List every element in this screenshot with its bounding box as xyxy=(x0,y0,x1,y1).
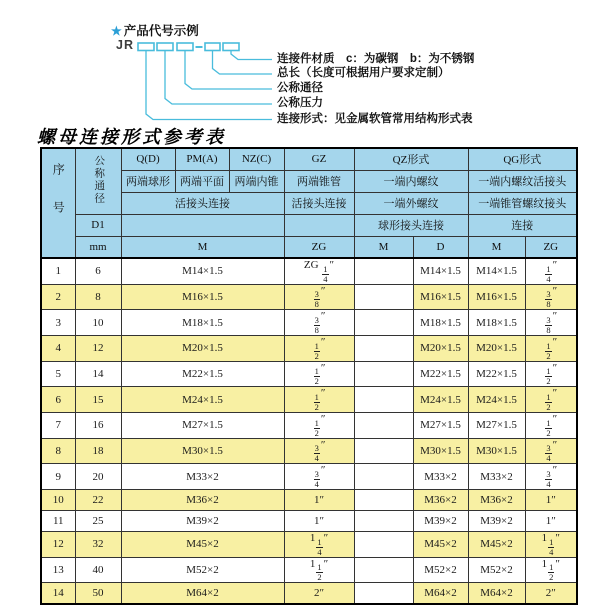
fraction: $\frac{1}{2}$ xyxy=(314,340,319,361)
cell-qz-m xyxy=(354,258,413,284)
cell-qz-d: M16×1.5 xyxy=(413,284,468,310)
cell-qz-d: M22×1.5 xyxy=(413,361,468,387)
cell-seq: 9 xyxy=(41,464,75,490)
cell-qz-d: M36×2 xyxy=(413,489,468,510)
table-row xyxy=(41,412,577,438)
code-box xyxy=(205,43,220,51)
unit-zg-gz: ZG xyxy=(284,236,354,258)
cell-qz-d: M24×1.5 xyxy=(413,387,468,413)
cell-qg-zg: $\frac{3}{4}$ ″ xyxy=(525,438,577,464)
header-row-units xyxy=(41,236,577,258)
cell-seq: 14 xyxy=(41,583,75,604)
table-head xyxy=(41,148,577,258)
cell-dn-mm: 22 xyxy=(75,489,121,510)
header-row-d1 xyxy=(41,214,577,236)
cell-m: M14×1.5 xyxy=(121,258,284,284)
cell-qz-m xyxy=(354,510,413,531)
col-header-nz: NZ(C) xyxy=(229,148,284,170)
cell-qg-m: M14×1.5 xyxy=(468,258,525,284)
cell-dn-mm: 15 xyxy=(75,387,121,413)
fraction: $\frac{1}{2}$ xyxy=(546,366,551,387)
cell-qz-d: M52×2 xyxy=(413,557,468,583)
cell-qg-m: M33×2 xyxy=(468,464,525,490)
col-header-qz: QZ形式 xyxy=(354,148,468,170)
fraction: $\frac{3}{8}$ xyxy=(314,289,319,310)
cell-seq: 2 xyxy=(41,284,75,310)
cell-m: M16×1.5 xyxy=(121,284,284,310)
code-box xyxy=(223,43,239,51)
cell-m: M22×1.5 xyxy=(121,361,284,387)
cell-seq: 11 xyxy=(41,510,75,531)
seq-label: 序号 xyxy=(51,163,66,239)
fraction: $\frac{1}{2}$ xyxy=(549,562,554,583)
desc-qz: 一端内螺纹 xyxy=(354,170,468,192)
cell-dn-mm: 20 xyxy=(75,464,121,490)
cell-seq: 10 xyxy=(41,489,75,510)
star-icon: ★ xyxy=(111,24,122,38)
cell-qz-m xyxy=(354,583,413,604)
callout-line xyxy=(165,51,272,105)
cell-m: M18×1.5 xyxy=(121,310,284,336)
cell-qz-m xyxy=(354,335,413,361)
qg-connect-label: 连接 xyxy=(468,214,577,236)
cell-qg-zg: $\frac{1}{2}$ ″ xyxy=(525,412,577,438)
cell-m: M64×2 xyxy=(121,583,284,604)
empty-cell xyxy=(284,214,354,236)
cell-m: M36×2 xyxy=(121,489,284,510)
cell-dn-mm: 10 xyxy=(75,310,121,336)
cell-seq: 7 xyxy=(41,412,75,438)
cell-seq: 12 xyxy=(41,531,75,557)
table-row xyxy=(41,310,577,336)
desc-pm: 两端平面 xyxy=(175,170,229,192)
cell-qz-d: M18×1.5 xyxy=(413,310,468,336)
table-row xyxy=(41,557,577,583)
callout-line xyxy=(231,51,272,60)
fraction: $\frac{1}{2}$ xyxy=(317,562,322,583)
cell-qz-m xyxy=(354,284,413,310)
diagram-title-text: 产品代号示例 xyxy=(123,24,199,38)
conn-left: 活接头连接 xyxy=(121,192,284,214)
unit-m-qg: M xyxy=(468,236,525,258)
cell-qg-zg: 1″ xyxy=(525,510,577,531)
cell-m: M33×2 xyxy=(121,464,284,490)
dn-label: 公称通径 xyxy=(93,154,105,205)
cell-qg-zg: 1 $\frac{1}{4}$ ″ xyxy=(525,531,577,557)
table-row xyxy=(41,510,577,531)
nut-connection-table xyxy=(40,147,578,605)
cell-qg-m: M27×1.5 xyxy=(468,412,525,438)
cell-qz-d: M39×2 xyxy=(413,510,468,531)
cell-seq: 6 xyxy=(41,387,75,413)
cell-qg-m: M18×1.5 xyxy=(468,310,525,336)
conn-qg: 一端锥管螺纹接头 xyxy=(468,192,577,214)
cell-zg: $\frac{3}{4}$ ″ xyxy=(284,464,354,490)
cell-m: M27×1.5 xyxy=(121,412,284,438)
table-title: 螺母连接形式参考表 xyxy=(37,127,226,147)
cell-zg: $\frac{1}{2}$ ″ xyxy=(284,335,354,361)
cell-qg-m: M30×1.5 xyxy=(468,438,525,464)
table-row xyxy=(41,284,577,310)
cell-seq: 5 xyxy=(41,361,75,387)
cell-seq: 8 xyxy=(41,438,75,464)
fraction: $\frac{1}{2}$ xyxy=(546,417,551,438)
cell-qz-d: M14×1.5 xyxy=(413,258,468,284)
cell-zg: $\frac{1}{2}$ ″ xyxy=(284,361,354,387)
cell-zg: $\frac{3}{8}$ ″ xyxy=(284,310,354,336)
cell-zg: $\frac{3}{8}$ ″ xyxy=(284,284,354,310)
cell-seq: 4 xyxy=(41,335,75,361)
cell-qg-zg: $\frac{1}{2}$ ″ xyxy=(525,387,577,413)
fraction: $\frac{1}{4}$ xyxy=(323,263,328,284)
code-box xyxy=(157,43,173,51)
cell-qg-zg: 2″ xyxy=(525,583,577,604)
cell-seq: 1 xyxy=(41,258,75,284)
cell-qz-m xyxy=(354,361,413,387)
table-row xyxy=(41,438,577,464)
code-box xyxy=(177,43,193,51)
cell-qg-zg: 1 $\frac{1}{2}$ ″ xyxy=(525,557,577,583)
table-body xyxy=(41,258,577,604)
cell-qg-m: M16×1.5 xyxy=(468,284,525,310)
cell-qg-m: M52×2 xyxy=(468,557,525,583)
table-row xyxy=(41,464,577,490)
cell-dn-mm: 25 xyxy=(75,510,121,531)
desc-gz: 两端锥管 xyxy=(284,170,354,192)
cell-dn-mm: 50 xyxy=(75,583,121,604)
cell-qg-zg: 1″ xyxy=(525,489,577,510)
cell-qg-m: M45×2 xyxy=(468,531,525,557)
cell-qg-m: M39×2 xyxy=(468,510,525,531)
cell-qz-d: M64×2 xyxy=(413,583,468,604)
cell-qz-d: M33×2 xyxy=(413,464,468,490)
cell-m: M52×2 xyxy=(121,557,284,583)
fraction: $\frac{3}{8}$ xyxy=(546,289,551,310)
col-header-qd: Q(D) xyxy=(121,148,175,170)
fraction: $\frac{3}{8}$ xyxy=(314,315,319,336)
cell-zg: 1 $\frac{1}{2}$ ″ xyxy=(284,557,354,583)
cell-zg: 1″ xyxy=(284,489,354,510)
cell-qg-zg: $\frac{3}{4}$ ″ xyxy=(525,464,577,490)
cell-qz-d: M20×1.5 xyxy=(413,335,468,361)
cell-qz-m xyxy=(354,387,413,413)
cell-qz-m xyxy=(354,489,413,510)
cell-qg-m: M20×1.5 xyxy=(468,335,525,361)
cell-qg-zg: $\frac{1}{2}$ ″ xyxy=(525,335,577,361)
fraction: $\frac{3}{4}$ xyxy=(314,443,319,464)
table-row xyxy=(41,361,577,387)
unit-m-left: M xyxy=(121,236,284,258)
header-row-desc xyxy=(41,170,577,192)
cell-qg-zg: $\frac{3}{8}$ ″ xyxy=(525,284,577,310)
desc-nz: 两端内锥 xyxy=(229,170,284,192)
cell-dn-mm: 16 xyxy=(75,412,121,438)
fraction: $\frac{1}{2}$ xyxy=(546,392,551,413)
cell-qz-m xyxy=(354,531,413,557)
cell-m: M30×1.5 xyxy=(121,438,284,464)
table-row xyxy=(41,258,577,284)
cell-seq: 13 xyxy=(41,557,75,583)
diagram-title xyxy=(111,21,199,39)
col-header-gz: GZ xyxy=(284,148,354,170)
cell-zg: $\frac{1}{2}$ ″ xyxy=(284,387,354,413)
cell-dn-mm: 8 xyxy=(75,284,121,310)
callout-line xyxy=(213,51,273,75)
conn-gz: 活接头连接 xyxy=(284,192,354,214)
callout-line xyxy=(185,51,272,90)
fraction: $\frac{1}{4}$ xyxy=(549,536,554,557)
cell-zg: ZG $\frac{1}{4}$ ″ xyxy=(284,258,354,284)
cell-qg-zg: $\frac{1}{4}$ ″ xyxy=(525,258,577,284)
col-header-qg: QG形式 xyxy=(468,148,577,170)
fraction: $\frac{3}{4}$ xyxy=(314,469,319,489)
fraction: $\frac{3}{8}$ xyxy=(546,315,551,336)
cell-qz-d: M30×1.5 xyxy=(413,438,468,464)
cell-dn-mm: 32 xyxy=(75,531,121,557)
cell-m: M20×1.5 xyxy=(121,335,284,361)
unit-zg-qg: ZG xyxy=(525,236,577,258)
qz-connect-label: 球形接头连接 xyxy=(354,214,468,236)
cell-qg-m: M22×1.5 xyxy=(468,361,525,387)
table-row xyxy=(41,489,577,510)
cell-qz-m xyxy=(354,310,413,336)
cell-m: M45×2 xyxy=(121,531,284,557)
fraction: $\frac{1}{4}$ xyxy=(317,536,322,557)
cell-dn-mm: 40 xyxy=(75,557,121,583)
header-row-codes xyxy=(41,148,577,170)
cell-dn-mm: 6 xyxy=(75,258,121,284)
fraction: $\frac{1}{2}$ xyxy=(314,417,319,438)
fraction: $\frac{3}{4}$ xyxy=(546,443,551,464)
fraction: $\frac{1}{4}$ xyxy=(546,263,551,284)
cell-zg: 1″ xyxy=(284,510,354,531)
cell-qz-m xyxy=(354,464,413,490)
cell-qg-m: M24×1.5 xyxy=(468,387,525,413)
table-row xyxy=(41,387,577,413)
cell-qz-m xyxy=(354,557,413,583)
cell-qz-m xyxy=(354,412,413,438)
table-row xyxy=(41,335,577,361)
fraction: $\frac{1}{2}$ xyxy=(546,340,551,361)
cell-dn-mm: 12 xyxy=(75,335,121,361)
cell-qz-d: M45×2 xyxy=(413,531,468,557)
header-row-connection xyxy=(41,192,577,214)
unit-m-qz: M xyxy=(354,236,413,258)
cell-qz-d: M27×1.5 xyxy=(413,412,468,438)
unit-mm: mm xyxy=(75,236,121,258)
d1-label: D1 xyxy=(75,214,121,236)
cell-seq: 3 xyxy=(41,310,75,336)
cell-zg: $\frac{1}{2}$ ″ xyxy=(284,412,354,438)
table-row xyxy=(41,531,577,557)
cell-zg: 1 $\frac{1}{4}$ ″ xyxy=(284,531,354,557)
desc-qd: 两端球形 xyxy=(121,170,175,192)
cell-qz-m xyxy=(354,438,413,464)
cell-dn-mm: 18 xyxy=(75,438,121,464)
col-header-seq xyxy=(41,148,75,258)
unit-d-qz: D xyxy=(413,236,468,258)
cell-zg: $\frac{3}{4}$ ″ xyxy=(284,438,354,464)
cell-qg-m: M64×2 xyxy=(468,583,525,604)
callout-nominal-pressure: 公称压力 xyxy=(277,97,323,109)
fraction: $\frac{3}{4}$ xyxy=(546,469,551,489)
desc-qg: 一端内螺纹活接头 xyxy=(468,170,577,192)
col-header-pm: PM(A) xyxy=(175,148,229,170)
product-code-prefix: JR xyxy=(116,38,134,52)
empty-cell xyxy=(121,214,284,236)
callout-nominal-diameter: 公称通径 xyxy=(277,82,323,94)
fraction: $\frac{1}{2}$ xyxy=(314,392,319,413)
cell-m: M39×2 xyxy=(121,510,284,531)
fraction: $\frac{1}{2}$ xyxy=(314,366,319,387)
cell-qg-zg: $\frac{3}{8}$ ″ xyxy=(525,310,577,336)
conn-qz: 一端外螺纹 xyxy=(354,192,468,214)
callout-total-length: 总长（长度可根据用户要求定制） xyxy=(277,67,450,79)
cell-m: M24×1.5 xyxy=(121,387,284,413)
callout-material: 连接件材质 c：为碳钢 b：为不锈钢 xyxy=(277,53,475,65)
callout-connection-form: 连接形式：见金属软管常用结构形式表 xyxy=(277,113,473,125)
code-box xyxy=(138,43,154,51)
cell-qg-m: M36×2 xyxy=(468,489,525,510)
col-header-dn xyxy=(75,148,121,214)
table-row xyxy=(41,583,577,604)
cell-qg-zg: $\frac{1}{2}$ ″ xyxy=(525,361,577,387)
cell-dn-mm: 14 xyxy=(75,361,121,387)
cell-zg: 2″ xyxy=(284,583,354,604)
